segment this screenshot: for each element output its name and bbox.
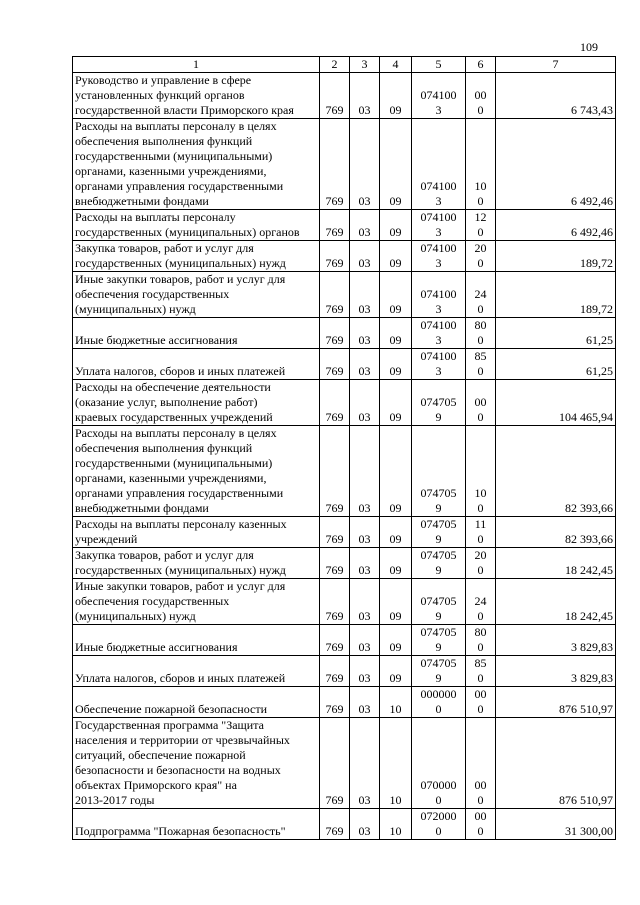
- column-number-row: [73, 57, 616, 73]
- expense-item-name: Расходы на выплаты персоналу в целях обеспечения выполнения функций государственными (муниципальными) органами, казенными учреждениями, органами управления государственными внебюджетными фондами: [73, 426, 320, 517]
- ministry-code: 769: [320, 318, 350, 349]
- target-article-code: 000000 0: [412, 687, 466, 718]
- table-row: [73, 349, 616, 380]
- expense-item-name: Уплата налогов, сборов и иных платежей: [73, 656, 320, 687]
- section-code: 03: [350, 517, 380, 548]
- subsection-code: 09: [380, 517, 412, 548]
- ministry-code: 769: [320, 687, 350, 718]
- expense-type-code: 80 0: [466, 318, 496, 349]
- ministry-code: 769: [320, 380, 350, 426]
- ministry-code: 769: [320, 548, 350, 579]
- target-article-code: 074705 9: [412, 426, 466, 517]
- table-row: [73, 380, 616, 426]
- ministry-code: 769: [320, 210, 350, 241]
- subsection-code: 09: [380, 210, 412, 241]
- subsection-code: 09: [380, 318, 412, 349]
- target-article-code: 074100 3: [412, 73, 466, 119]
- table-row: [73, 809, 616, 840]
- amount: 189,72: [496, 272, 616, 318]
- amount: 3 829,83: [496, 656, 616, 687]
- target-article-code: 074705 9: [412, 517, 466, 548]
- subsection-code: 09: [380, 426, 412, 517]
- table-row: [73, 426, 616, 517]
- table-row: [73, 241, 616, 272]
- amount: 876 510,97: [496, 687, 616, 718]
- amount: 61,25: [496, 349, 616, 380]
- amount: 6 743,43: [496, 73, 616, 119]
- expense-item-name: Расходы на обеспечение деятельности (оказание услуг, выполнение работ) краевых государственных учреждений: [73, 380, 320, 426]
- amount: 6 492,46: [496, 119, 616, 210]
- subsection-code: 09: [380, 625, 412, 656]
- section-code: 03: [350, 241, 380, 272]
- column-number: 4: [380, 57, 412, 73]
- expense-item-name: Подпрограмма "Пожарная безопасность": [73, 809, 320, 840]
- target-article-code: 074100 3: [412, 119, 466, 210]
- section-code: 03: [350, 426, 380, 517]
- subsection-code: 09: [380, 349, 412, 380]
- column-number: 3: [350, 57, 380, 73]
- target-article-code: 074100 3: [412, 272, 466, 318]
- target-article-code: 074705 9: [412, 380, 466, 426]
- expense-item-name: Уплата налогов, сборов и иных платежей: [73, 349, 320, 380]
- expense-type-code: 00 0: [466, 380, 496, 426]
- ministry-code: 769: [320, 426, 350, 517]
- amount: 189,72: [496, 241, 616, 272]
- amount: 6 492,46: [496, 210, 616, 241]
- subsection-code: 09: [380, 119, 412, 210]
- subsection-code: 09: [380, 73, 412, 119]
- expense-type-code: 10 0: [466, 426, 496, 517]
- expense-item-name: Иные закупки товаров, работ и услуг для обеспечения государственных (муниципальных) нужд: [73, 579, 320, 625]
- table-row: [73, 210, 616, 241]
- amount: 18 242,45: [496, 579, 616, 625]
- ministry-code: 769: [320, 119, 350, 210]
- amount: 3 829,83: [496, 625, 616, 656]
- amount: 31 300,00: [496, 809, 616, 840]
- target-article-code: 070000 0: [412, 718, 466, 809]
- ministry-code: 769: [320, 809, 350, 840]
- expense-type-code: 12 0: [466, 210, 496, 241]
- section-code: 03: [350, 119, 380, 210]
- section-code: 03: [350, 579, 380, 625]
- subsection-code: 09: [380, 272, 412, 318]
- section-code: 03: [350, 656, 380, 687]
- amount: 82 393,66: [496, 426, 616, 517]
- budget-table: [72, 56, 616, 840]
- amount: 104 465,94: [496, 380, 616, 426]
- expense-item-name: Иные закупки товаров, работ и услуг для обеспечения государственных (муниципальных) нужд: [73, 272, 320, 318]
- column-number: 6: [466, 57, 496, 73]
- subsection-code: 09: [380, 656, 412, 687]
- expense-type-code: 00 0: [466, 687, 496, 718]
- table-row: [73, 656, 616, 687]
- expense-type-code: 85 0: [466, 349, 496, 380]
- expense-item-name: Иные бюджетные ассигнования: [73, 318, 320, 349]
- expense-item-name: Государственная программа "Защита населения и территории от чрезвычайных ситуаций, обеспечение пожарной безопасности и безопасности на водных объектах Приморского края" на 2013-2017 годы: [73, 718, 320, 809]
- expense-type-code: 00 0: [466, 718, 496, 809]
- page-number: 109: [580, 40, 598, 54]
- subsection-code: 09: [380, 380, 412, 426]
- ministry-code: 769: [320, 73, 350, 119]
- ministry-code: 769: [320, 579, 350, 625]
- section-code: 03: [350, 318, 380, 349]
- section-code: 03: [350, 625, 380, 656]
- section-code: 03: [350, 687, 380, 718]
- amount: 18 242,45: [496, 548, 616, 579]
- table-row: [73, 517, 616, 548]
- column-number: 2: [320, 57, 350, 73]
- section-code: 03: [350, 548, 380, 579]
- target-article-code: 074705 9: [412, 579, 466, 625]
- expense-type-code: 24 0: [466, 579, 496, 625]
- ministry-code: 769: [320, 349, 350, 380]
- table-row: [73, 687, 616, 718]
- expense-type-code: 10 0: [466, 119, 496, 210]
- section-code: 03: [350, 210, 380, 241]
- amount: 61,25: [496, 318, 616, 349]
- target-article-code: 074705 9: [412, 548, 466, 579]
- expense-item-name: Закупка товаров, работ и услуг для государственных (муниципальных) нужд: [73, 548, 320, 579]
- expense-item-name: Обеспечение пожарной безопасности: [73, 687, 320, 718]
- ministry-code: 769: [320, 272, 350, 318]
- amount: 82 393,66: [496, 517, 616, 548]
- expense-item-name: Руководство и управление в сфере установленных функций органов государственной власти Приморского края: [73, 73, 320, 119]
- target-article-code: 072000 0: [412, 809, 466, 840]
- section-code: 03: [350, 73, 380, 119]
- expense-type-code: 11 0: [466, 517, 496, 548]
- expense-item-name: Иные бюджетные ассигнования: [73, 625, 320, 656]
- ministry-code: 769: [320, 241, 350, 272]
- column-number: 7: [496, 57, 616, 73]
- target-article-code: 074100 3: [412, 349, 466, 380]
- subsection-code: 09: [380, 579, 412, 625]
- table-row: [73, 119, 616, 210]
- table-row: [73, 272, 616, 318]
- table-row: [73, 625, 616, 656]
- expense-type-code: 00 0: [466, 73, 496, 119]
- column-number: 5: [412, 57, 466, 73]
- table-row: [73, 718, 616, 809]
- ministry-code: 769: [320, 656, 350, 687]
- target-article-code: 074705 9: [412, 656, 466, 687]
- expense-type-code: 20 0: [466, 241, 496, 272]
- expense-type-code: 24 0: [466, 272, 496, 318]
- amount: 876 510,97: [496, 718, 616, 809]
- ministry-code: 769: [320, 625, 350, 656]
- section-code: 03: [350, 380, 380, 426]
- subsection-code: 10: [380, 687, 412, 718]
- target-article-code: 074100 3: [412, 241, 466, 272]
- expense-item-name: Расходы на выплаты персоналу в целях обеспечения выполнения функций государственными (муниципальными) органами, казенными учреждениями, органами управления государственными внебюджетными фондами: [73, 119, 320, 210]
- expense-item-name: Закупка товаров, работ и услуг для государственных (муниципальных) нужд: [73, 241, 320, 272]
- ministry-code: 769: [320, 517, 350, 548]
- subsection-code: 10: [380, 809, 412, 840]
- subsection-code: 10: [380, 718, 412, 809]
- section-code: 03: [350, 809, 380, 840]
- section-code: 03: [350, 272, 380, 318]
- expense-type-code: 80 0: [466, 625, 496, 656]
- expense-item-name: Расходы на выплаты персоналу казенных учреждений: [73, 517, 320, 548]
- table-row: [73, 548, 616, 579]
- target-article-code: 074100 3: [412, 210, 466, 241]
- expense-type-code: 85 0: [466, 656, 496, 687]
- expense-item-name: Расходы на выплаты персоналу государственных (муниципальных) органов: [73, 210, 320, 241]
- subsection-code: 09: [380, 548, 412, 579]
- expense-type-code: 20 0: [466, 548, 496, 579]
- section-code: 03: [350, 718, 380, 809]
- table-row: [73, 318, 616, 349]
- expense-type-code: 00 0: [466, 809, 496, 840]
- ministry-code: 769: [320, 718, 350, 809]
- table-row: [73, 579, 616, 625]
- subsection-code: 09: [380, 241, 412, 272]
- target-article-code: 074100 3: [412, 318, 466, 349]
- table-row: [73, 73, 616, 119]
- target-article-code: 074705 9: [412, 625, 466, 656]
- section-code: 03: [350, 349, 380, 380]
- column-number: 1: [73, 57, 320, 73]
